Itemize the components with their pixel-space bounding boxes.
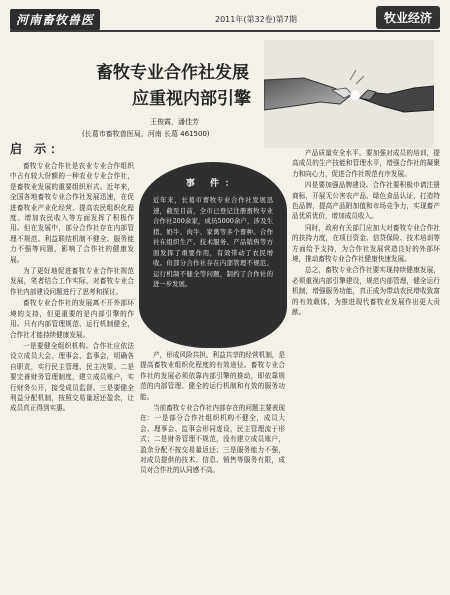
body-paragraph: 产，形成风险共担、利益共享的经营机制，是提高畜牧业组织化程度的有效途径。畜牧专业合作社的发展必须依靠内部引擎的推动，即依靠规范的内部管理、健全的运行机制和有效的服务功能。	[140, 351, 285, 401]
column-label: 牧业经济	[376, 6, 440, 29]
event-box-text: 近年来，长葛市畜牧专业合作社发展迅速，截至目前，全市已登记注册畜牧专业合作社200余家，成员5000余户，涉及生猪、奶牛、肉牛、家禽等多个畜种。合作社在组织生产、技术服务、产品销售等方面发挥了重要作用，有效带动了农民增收。但部分合作社存在内部管理不规范、运行机制不健全等问题，制约了合作社的进一步发展。	[153, 196, 273, 288]
running-header	[10, 8, 440, 32]
issue-info: 2011年(第32卷)第7期	[215, 14, 297, 24]
body-paragraph: 为了更好地促进畜牧专业合作社规范发展，笔者结合工作实际，对畜牧专业合作社内部建设问题进行了思考和探讨。	[10, 267, 134, 296]
column-right	[292, 148, 440, 319]
body-paragraph: 产品质量安全水平。要加强对成员的培训，提高成员的生产技能和管理水平，增强合作社的凝聚力和向心力，促进合作社规范有序发展。	[292, 149, 440, 178]
article-title-line-1: 畜牧专业合作社发展	[96, 63, 249, 83]
body-paragraph: 同时，政府有关部门应加大对畜牧专业合作社的扶持力度，在项目资金、信贷保险、技术培训等方面给予支持，为合作社发展营造良好的外部环境，推动畜牧专业合作社健康快速发展。	[292, 223, 440, 264]
author-affiliation: (长葛市畜牧兽医局，河南 长葛 461500)	[82, 130, 210, 138]
body-paragraph: 总之，畜牧专业合作社要实现持续健康发展，必须重视内部引擎建设，规范内部管理，健全运行机制，增强服务功能，真正成为带动农民增收致富的有效载体，为推进现代畜牧业发展作出更大贡献。	[292, 266, 440, 317]
handshake-illustration	[264, 40, 434, 148]
body-paragraph: 一是要健全组织机构。合作社应依法设立成员大会、理事会、监事会，明确各自职责，实行民主管理、民主决策。二是要完善财务管理制度，建立成员账户，实行财务公开，接受成员监督。三是要健全利益分配机制，按照交易量返还盈余，让成员真正得到实惠。	[10, 341, 134, 413]
body-paragraph: 畜牧专业合作社是农业专业合作组织中占有较大份额的一种农业专业合作社，是畜牧业发展的重要组织形式。近年来，全国各地畜牧专业合作社发展迅速，在促进畜牧业产业化经营、提高农民组织化程度、增加农民收入等方面发挥了积极作用。但在发展中，部分合作社存在内部管理不规范、利益联结机制不健全、服务能力不强等问题，影响了合作社的健康发展。	[10, 162, 134, 264]
article-title-line-2: 应重视内部引擎	[132, 89, 251, 109]
journal-name: 河南畜牧兽医	[10, 9, 100, 30]
event-box-title: 事 件：	[185, 179, 241, 189]
author-names: 王俊霞，潘佳芳	[150, 118, 199, 126]
body-paragraph: 四是要加强品牌建设。合作社要积极申请注册商标，开展无公害农产品、绿色食品认证，打造特色品牌，提高产品附加值和市场竞争力，实现畜产品优质优价，增加成员收入。	[292, 181, 440, 221]
column-middle	[140, 350, 285, 477]
event-sidebar-box	[139, 162, 287, 348]
section-heading-qishi: 启 示：	[10, 142, 67, 156]
column-left	[10, 138, 134, 415]
body-paragraph: 当前畜牧专业合作社内部存在的问题主要表现在：一是部分合作社组织机构不健全，成员大会、理事会、监事会形同虚设，民主管理流于形式；二是财务管理不规范，没有建立成员账户，盈余分配不按交易量返还；三是服务能力不强，对成员提供的技术、信息、销售等服务有限，成员对合作社的认同感不高。	[140, 404, 285, 475]
body-paragraph: 畜牧专业合作社的发展离不开外部环境的支持，但更重要的是内部引擎的作用。只有内部管理规范、运行机制健全，合作社才能持续健康发展。	[10, 299, 134, 339]
